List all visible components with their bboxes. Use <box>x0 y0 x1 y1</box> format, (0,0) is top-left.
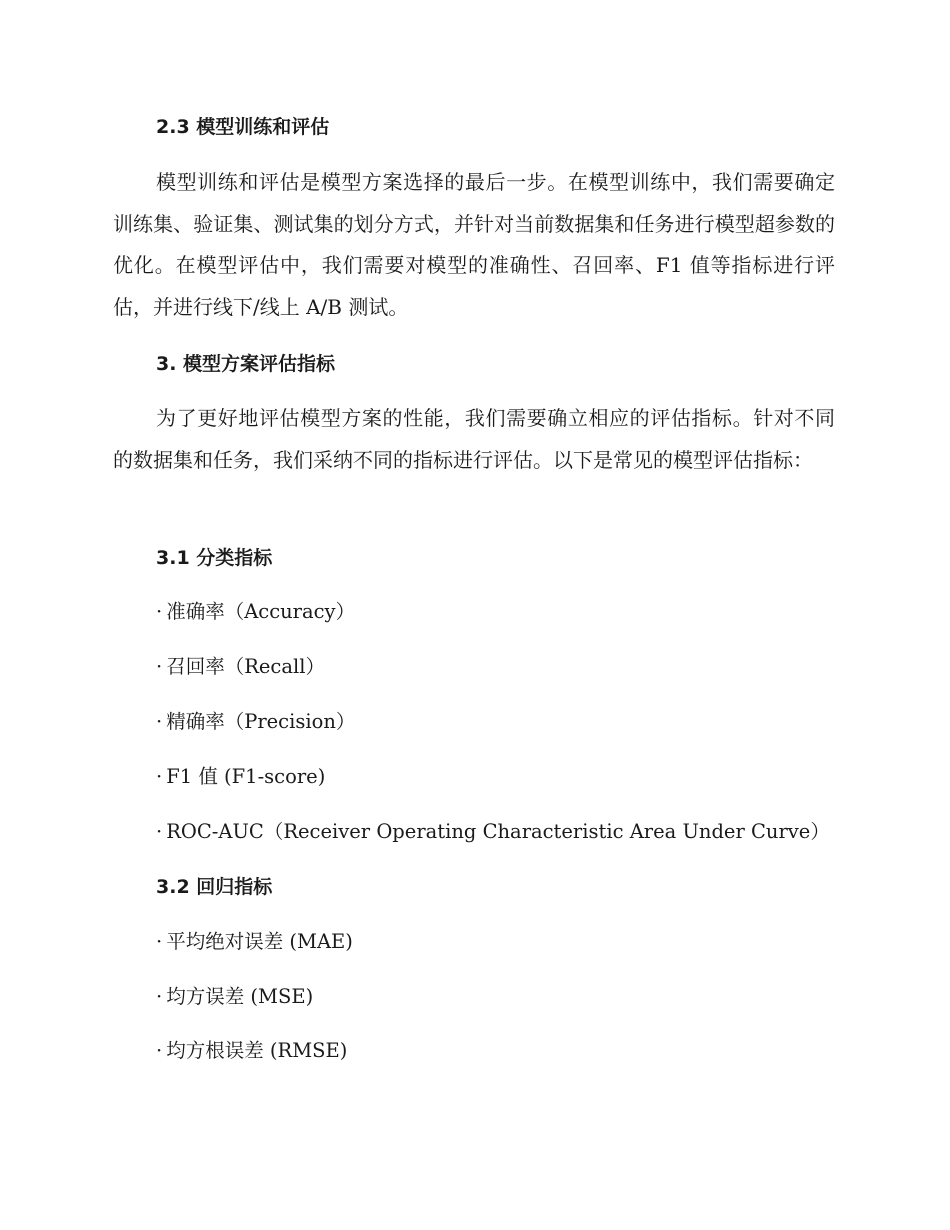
list-item <box>156 983 313 1011</box>
section-heading-3-1: 3.1 分类指标 <box>156 547 273 569</box>
bullet-icon: · <box>156 655 163 678</box>
list-item <box>156 1037 347 1065</box>
list-item <box>156 818 830 846</box>
list-item-text: 精确率（Precision） <box>166 710 356 733</box>
section-heading-3: 3. 模型方案评估指标 <box>156 353 336 375</box>
list-item <box>156 763 325 791</box>
bullet-icon: · <box>156 600 163 623</box>
bullet-icon: · <box>156 1039 163 1062</box>
section-heading-2-3: 2.3 模型训练和评估 <box>156 116 330 138</box>
list-item-text: F1 值 (F1-score) <box>166 765 326 788</box>
bullet-icon: · <box>156 765 163 788</box>
bullet-icon: · <box>156 820 163 843</box>
list-item-text: ROC-AUC（Receiver Operating Characteristic Area Under Curve） <box>166 820 830 843</box>
bullet-icon: · <box>156 710 163 733</box>
section-heading-3-2: 3.2 回归指标 <box>156 876 273 898</box>
list-item-text: 均方误差 (MSE) <box>166 985 314 1008</box>
section-paragraph-2-3: 模型训练和评估是模型方案选择的最后一步。在模型训练中，我们需要确定训练集、验证集、测试集的划分方式，并针对当前数据集和任务进行模型超参数的优化。在模型评估中，我们需要对模型的准确性、召回率、F1 值等指标进行评估，并进行线下/线上 A/B 测试。 <box>113 170 835 319</box>
list-item <box>156 928 353 956</box>
bullet-icon: · <box>156 985 163 1008</box>
section-paragraph-3: 为了更好地评估模型方案的性能，我们需要确立相应的评估指标。针对不同的数据集和任务，我们采纳不同的指标进行评估。以下是常见的模型评估指标： <box>113 406 835 472</box>
list-item <box>156 598 355 626</box>
list-item <box>156 708 355 736</box>
list-item-text: 召回率（Recall） <box>166 655 325 678</box>
list-item <box>156 653 325 681</box>
list-item-text: 均方根误差 (RMSE) <box>166 1039 348 1062</box>
bullet-icon: · <box>156 930 163 953</box>
list-item-text: 准确率（Accuracy） <box>166 600 356 623</box>
list-item-text: 平均绝对误差 (MAE) <box>166 930 353 953</box>
